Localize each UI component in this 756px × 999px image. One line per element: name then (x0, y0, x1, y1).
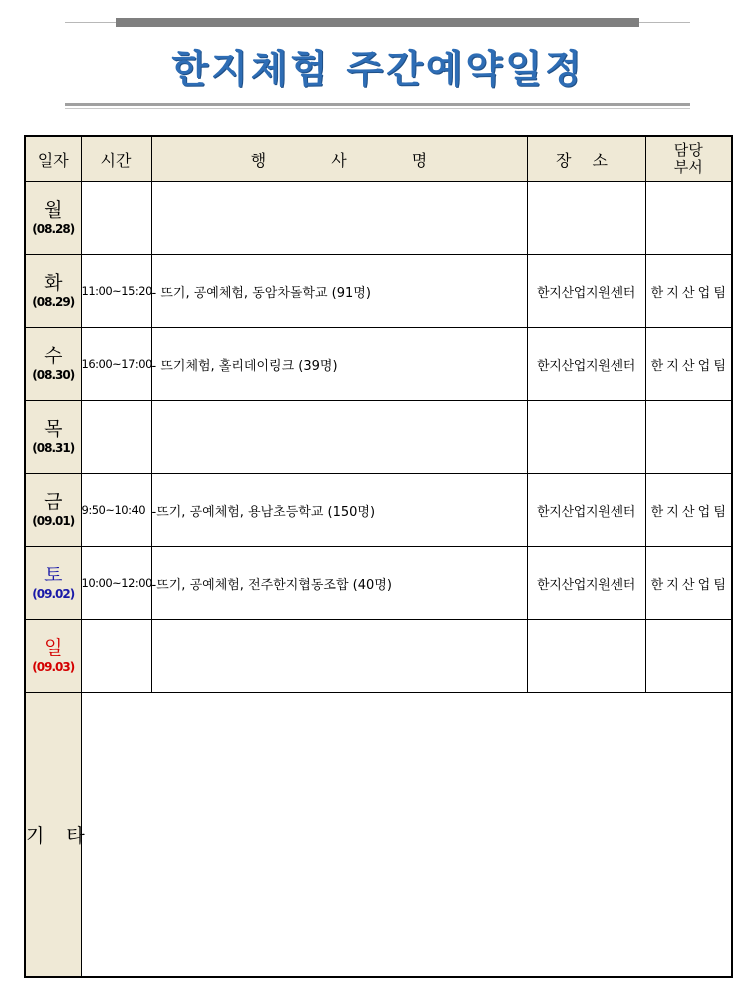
place-cell: 한지산업지원센터 (527, 547, 645, 620)
header-time: 시간 (81, 136, 151, 182)
day-cell (25, 255, 81, 328)
dept-cell: 한 지 산 업 팀 (645, 474, 732, 547)
header-event: 행 사 명 (151, 136, 527, 182)
event-cell: -뜨기, 공예체험, 전주한지협동조합 (40명) (151, 547, 527, 620)
header-dept-label (674, 141, 703, 176)
schedule-row (25, 474, 732, 547)
header-dept-line: 담당 (673, 141, 703, 159)
event-cell: -뜨기, 공예체험, 용남초등학교 (150명) (151, 474, 527, 547)
place-cell: 한지산업지원센터 (527, 474, 645, 547)
schedule-row (25, 255, 732, 328)
title-bottom-thin-rule (65, 108, 690, 109)
day-cell (25, 182, 81, 255)
schedule-row (25, 401, 732, 474)
day-date: (08.30) (32, 368, 75, 382)
title-bottom-rule (65, 103, 690, 106)
etc-row (25, 693, 732, 977)
dept-cell (645, 620, 732, 693)
place-cell: 한지산업지원센터 (527, 255, 645, 328)
day-cell (25, 401, 81, 474)
day-name: 일 (44, 637, 63, 659)
day-cell (25, 547, 81, 620)
time-cell: 16:00~17:00 (81, 328, 151, 401)
day-name: 금 (44, 491, 63, 513)
time-cell: 11:00~15:20 (81, 255, 151, 328)
schedule-row (25, 547, 732, 620)
time-cell (81, 620, 151, 693)
schedule-row (25, 182, 732, 255)
place-cell: 한지산업지원센터 (527, 328, 645, 401)
dept-cell: 한 지 산 업 팀 (645, 255, 732, 328)
schedule-row (25, 620, 732, 693)
dept-cell (645, 401, 732, 474)
day-name: 화 (44, 272, 63, 294)
place-cell (527, 620, 645, 693)
day-date: (09.03) (32, 660, 75, 674)
page-title: 한지체험 주간예약일정 (171, 47, 585, 91)
day-date: (08.29) (32, 295, 75, 309)
day-name: 수 (44, 345, 63, 367)
header-row (25, 136, 732, 182)
time-cell (81, 401, 151, 474)
place-cell (527, 182, 645, 255)
dept-cell (645, 182, 732, 255)
day-date: (09.01) (32, 514, 75, 528)
event-cell (151, 620, 527, 693)
day-cell (25, 474, 81, 547)
day-name: 목 (44, 418, 63, 440)
day-date: (08.28) (32, 222, 75, 236)
day-date: (09.02) (32, 587, 75, 601)
day-name: 토 (44, 564, 63, 586)
event-cell: - 뜨기, 공예체험, 동암차돌학교 (91명) (151, 255, 527, 328)
dept-cell: 한 지 산 업 팀 (645, 547, 732, 620)
schedule-row (25, 328, 732, 401)
title-top-bar (116, 18, 639, 27)
schedule-table (24, 135, 733, 978)
event-cell: - 뜨기체험, 홀리데이링크 (39명) (151, 328, 527, 401)
dept-cell: 한 지 산 업 팀 (645, 328, 732, 401)
event-cell (151, 182, 527, 255)
place-cell (527, 401, 645, 474)
day-cell (25, 620, 81, 693)
time-cell: 9:50~10:40 (81, 474, 151, 547)
etc-content (81, 693, 732, 977)
header-dept-line: 부서 (673, 158, 703, 176)
day-cell (25, 328, 81, 401)
day-date: (08.31) (32, 441, 75, 455)
day-name: 월 (44, 199, 63, 221)
header-date: 일자 (25, 136, 81, 182)
etc-label: 기 타 (25, 693, 81, 977)
header-dept (645, 136, 732, 182)
time-cell: 10:00~12:00 (81, 547, 151, 620)
time-cell (81, 182, 151, 255)
event-cell (151, 401, 527, 474)
header-place: 장 소 (527, 136, 645, 182)
